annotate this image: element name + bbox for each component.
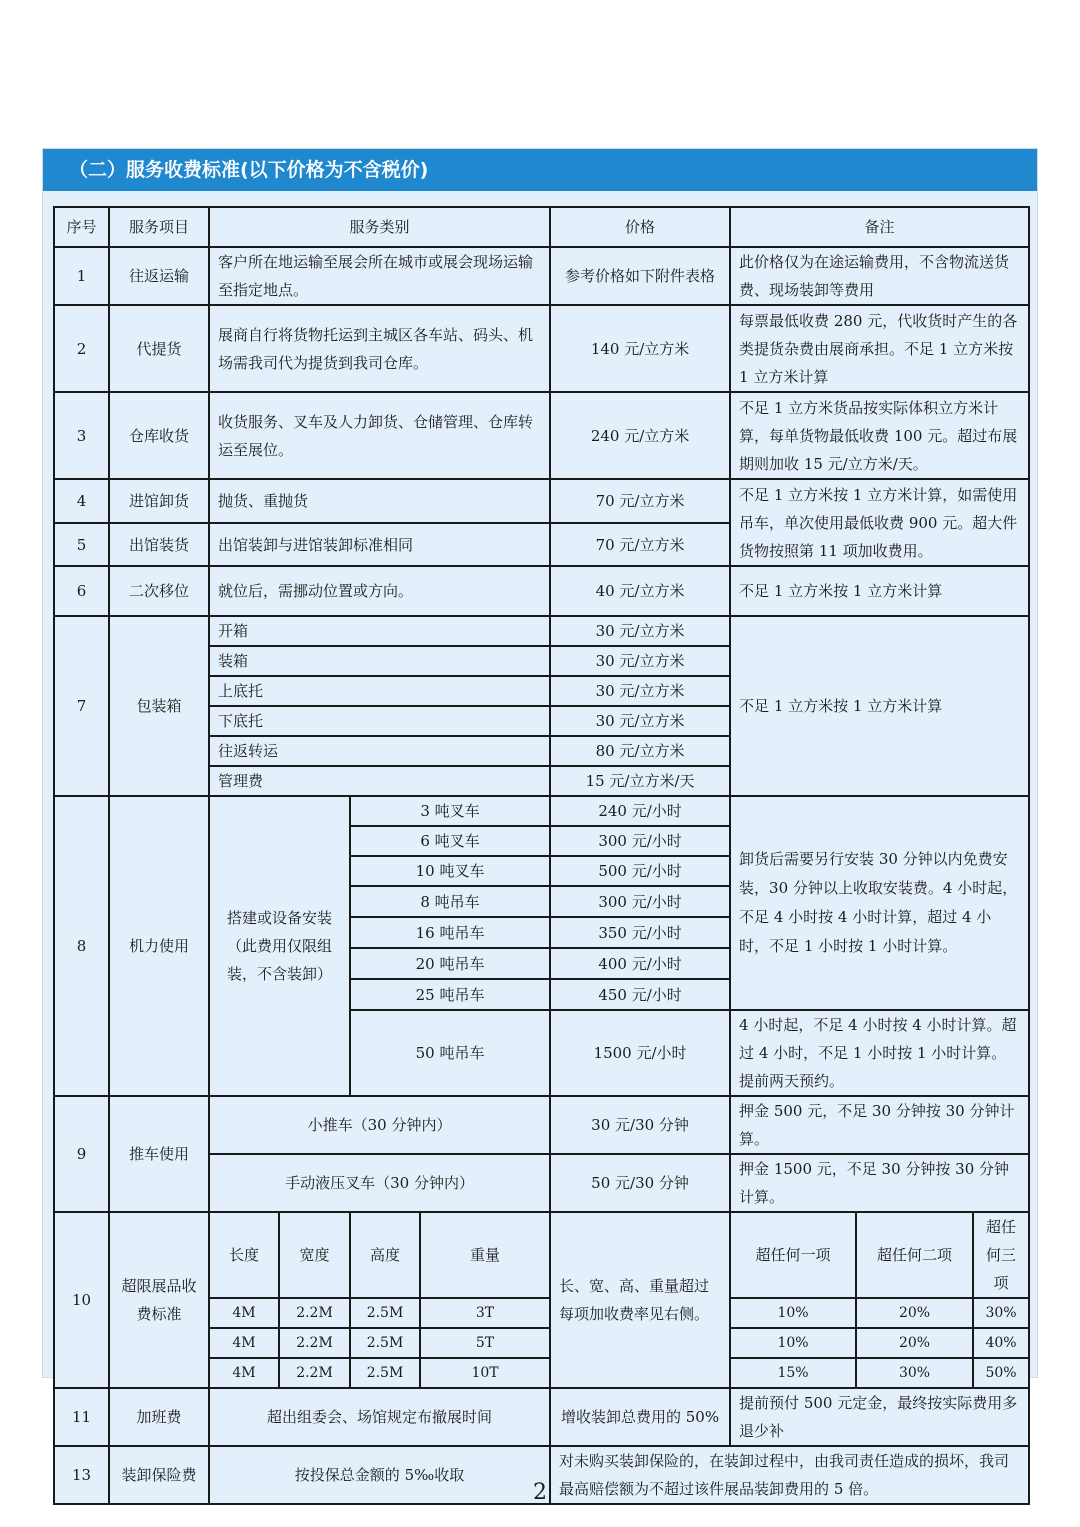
dim-value: 2.2M — [279, 1328, 350, 1358]
row-item: 装卸保险费 — [109, 1446, 209, 1504]
dim-value: 2.5M — [350, 1328, 420, 1358]
row-price: 30 元/立方米 — [550, 676, 730, 706]
row-category: 小推车（30 分钟内） — [209, 1096, 550, 1154]
row-price: 30 元/立方米 — [550, 706, 730, 736]
row-note: 此价格仅为在途运输费用，不含物流送货费、现场装卸等费用 — [730, 247, 1029, 305]
rate-value: 40% — [973, 1328, 1029, 1358]
equipment-type: 16 吨吊车 — [350, 917, 550, 948]
row-note: 不足 1 立方米按 1 立方米计算 — [730, 566, 1029, 616]
row-category: 往返转运 — [209, 736, 550, 766]
dim-value: 3T — [420, 1298, 550, 1328]
equipment-type: 3 吨叉车 — [350, 796, 550, 826]
row-no: 11 — [54, 1388, 109, 1446]
row-price: 40 元/立方米 — [550, 566, 730, 616]
row-note: 不足 1 立方米按 1 立方米计算 — [730, 616, 1029, 796]
rate-header: 超任何一项 — [730, 1212, 856, 1298]
row-no: 5 — [54, 523, 109, 566]
row-item: 往返运输 — [109, 247, 209, 305]
dim-value: 4M — [209, 1328, 279, 1358]
table-row — [54, 305, 1029, 392]
row-note: 4 小时起，不足 4 小时按 4 小时计算。超过 4 小时，不足 1 小时按 1 小时计算。提前两天预约。 — [730, 1010, 1029, 1096]
table-row — [54, 616, 1029, 646]
rate-value: 20% — [856, 1328, 973, 1358]
row-price: 15 元/立方米/天 — [550, 766, 730, 796]
row-note: 每票最低收费 280 元，代收货时产生的各类提货杂费由展商承担。不足 1 立方米按 1 立方米计算 — [730, 305, 1029, 392]
row-item: 加班费 — [109, 1388, 209, 1446]
rate-value: 30% — [856, 1358, 973, 1388]
row-no: 13 — [54, 1446, 109, 1504]
header-price: 价格 — [550, 207, 730, 247]
table-row — [54, 1096, 1029, 1154]
row-price: 400 元/小时 — [550, 948, 730, 979]
dim-value: 2.2M — [279, 1298, 350, 1328]
row-item: 二次移位 — [109, 566, 209, 616]
rate-value: 30% — [973, 1298, 1029, 1328]
row-category: 手动液压叉车（30 分钟内） — [209, 1154, 550, 1212]
page-number: 2 — [533, 1480, 547, 1505]
dim-value: 4M — [209, 1298, 279, 1328]
equipment-type: 6 吨叉车 — [350, 826, 550, 856]
row-price: 长、宽、高、重量超过每项加收费率见右侧。 — [550, 1212, 730, 1388]
row-category: 收货服务、叉车及人力卸货、仓储管理、仓库转运至展位。 — [209, 392, 550, 479]
row-price: 300 元/小时 — [550, 886, 730, 917]
table-row — [54, 247, 1029, 305]
row-category: 管理费 — [209, 766, 550, 796]
row-price: 500 元/小时 — [550, 856, 730, 886]
fee-table — [53, 206, 1030, 1505]
row-price: 240 元/立方米 — [550, 392, 730, 479]
section-title: （二）服务收费标准(以下价格为不含税价) — [43, 149, 1037, 191]
row-category: 搭建或设备安装（此费用仅限组装，不含装卸） — [209, 796, 350, 1096]
row-category: 展商自行将货物托运到主城区各车站、码头、机场需我司代为提货到我司仓库。 — [209, 305, 550, 392]
row-no: 7 — [54, 616, 109, 796]
table-row — [54, 566, 1029, 616]
dim-value: 2.2M — [279, 1358, 350, 1388]
row-price: 50 元/30 分钟 — [550, 1154, 730, 1212]
row-note: 不足 1 立方米货品按实际体积立方米计算，每单货物最低收费 100 元。超过布展期则加收 15 元/立方米/天。 — [730, 392, 1029, 479]
row-category: 按投保总金额的 5‰收取 — [209, 1446, 550, 1504]
rate-value: 50% — [973, 1358, 1029, 1388]
row-price: 增收装卸总费用的 50% — [550, 1388, 730, 1446]
table-row — [54, 796, 1029, 826]
rate-header: 超任何二项 — [856, 1212, 973, 1298]
rate-header: 超任何三项 — [973, 1212, 1029, 1298]
row-category: 装箱 — [209, 646, 550, 676]
row-note: 卸货后需要另行安装 30 分钟以内免费安装，30 分钟以上收取安装费。4 小时起，不足 4 小时按 4 小时计算，超过 4 小时，不足 1 小时按 1 小时计算。 — [730, 796, 1029, 1010]
row-price: 240 元/小时 — [550, 796, 730, 826]
row-note: 对未购买装卸保险的，在装卸过程中，由我司责任造成的损坏，我司最高赔偿额为不超过该件展品装卸费用的 5 倍。 — [550, 1446, 1029, 1504]
header-item: 服务项目 — [109, 207, 209, 247]
row-no: 3 — [54, 392, 109, 479]
row-note: 押金 1500 元，不足 30 分钟按 30 分钟计算。 — [730, 1154, 1029, 1212]
row-no: 1 — [54, 247, 109, 305]
dim-value: 4M — [209, 1358, 279, 1388]
equipment-type: 8 吨吊车 — [350, 886, 550, 917]
row-item: 推车使用 — [109, 1096, 209, 1212]
row-price: 参考价格如下附件表格 — [550, 247, 730, 305]
row-no: 10 — [54, 1212, 109, 1388]
row-item: 仓库收货 — [109, 392, 209, 479]
rate-value: 10% — [730, 1298, 856, 1328]
row-category: 下底托 — [209, 706, 550, 736]
row-item: 出馆装货 — [109, 523, 209, 566]
row-category: 开箱 — [209, 616, 550, 646]
row-price: 30 元/立方米 — [550, 646, 730, 676]
table-row — [54, 392, 1029, 479]
rate-value: 10% — [730, 1328, 856, 1358]
row-price: 70 元/立方米 — [550, 523, 730, 566]
row-price: 30 元/30 分钟 — [550, 1096, 730, 1154]
header-no: 序号 — [54, 207, 109, 247]
dim-header: 重量 — [420, 1212, 550, 1298]
row-item: 包装箱 — [109, 616, 209, 796]
row-category: 抛货、重抛货 — [209, 479, 550, 523]
row-note: 提前预付 500 元定金，最终按实际费用多退少补 — [730, 1388, 1029, 1446]
dim-value: 5T — [420, 1328, 550, 1358]
table-header-row — [54, 207, 1029, 247]
dim-header: 长度 — [209, 1212, 279, 1298]
row-price: 140 元/立方米 — [550, 305, 730, 392]
header-note: 备注 — [730, 207, 1029, 247]
row-price: 450 元/小时 — [550, 979, 730, 1010]
dim-value: 2.5M — [350, 1298, 420, 1328]
row-category: 就位后，需挪动位置或方向。 — [209, 566, 550, 616]
table-row — [54, 479, 1029, 523]
equipment-type: 20 吨吊车 — [350, 948, 550, 979]
row-category: 超出组委会、场馆规定布撤展时间 — [209, 1388, 550, 1446]
dim-header: 宽度 — [279, 1212, 350, 1298]
equipment-type: 10 吨叉车 — [350, 856, 550, 886]
row-price: 300 元/小时 — [550, 826, 730, 856]
rate-value: 20% — [856, 1298, 973, 1328]
row-price: 350 元/小时 — [550, 917, 730, 948]
dim-header: 高度 — [350, 1212, 420, 1298]
row-no: 9 — [54, 1096, 109, 1212]
row-no: 8 — [54, 796, 109, 1096]
row-price: 30 元/立方米 — [550, 616, 730, 646]
row-no: 2 — [54, 305, 109, 392]
table-row — [54, 1388, 1029, 1446]
row-no: 6 — [54, 566, 109, 616]
dim-value: 2.5M — [350, 1358, 420, 1388]
row-category: 上底托 — [209, 676, 550, 706]
rate-value: 15% — [730, 1358, 856, 1388]
row-no: 4 — [54, 479, 109, 523]
row-item: 代提货 — [109, 305, 209, 392]
dim-value: 10T — [420, 1358, 550, 1388]
row-note: 押金 500 元，不足 30 分钟按 30 分钟计算。 — [730, 1096, 1029, 1154]
row-price: 1500 元/小时 — [550, 1010, 730, 1096]
row-note: 不足 1 立方米按 1 立方米计算，如需使用吊车，单次使用最低收费 900 元。超大件货物按照第 11 项加收费用。 — [730, 479, 1029, 566]
row-item: 超限展品收费标准 — [109, 1212, 209, 1388]
row-item: 进馆卸货 — [109, 479, 209, 523]
table-row — [54, 1212, 1029, 1298]
row-price: 70 元/立方米 — [550, 479, 730, 523]
equipment-type: 50 吨吊车 — [350, 1010, 550, 1096]
row-category: 客户所在地运输至展会所在城市或展会现场运输至指定地点。 — [209, 247, 550, 305]
equipment-type: 25 吨吊车 — [350, 979, 550, 1010]
header-category: 服务类别 — [209, 207, 550, 247]
row-category: 出馆装卸与进馆装卸标准相同 — [209, 523, 550, 566]
row-item: 机力使用 — [109, 796, 209, 1096]
row-price: 80 元/立方米 — [550, 736, 730, 766]
